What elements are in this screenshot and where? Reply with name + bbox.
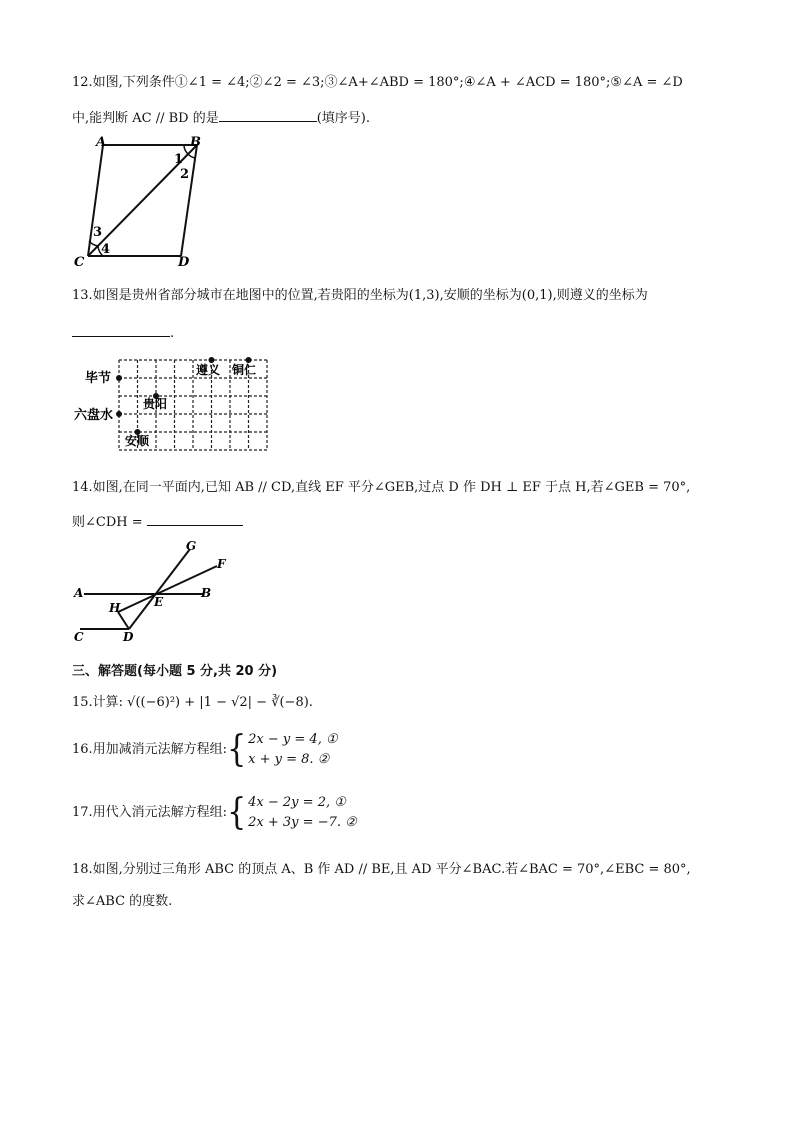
q12-label-C: C [74, 255, 85, 270]
q13-line1: 13.如图是贵州省部分城市在地图中的位置,若贵阳的坐标为(1,3),安顺的坐标为(0,1),则遵义的坐标为 [72, 288, 648, 303]
q13-line2-post: . [170, 326, 175, 341]
map-label-zunyi: 遵义 [196, 363, 221, 377]
q12-line1: 12.如图,下列条件①∠1 = ∠4;②∠2 = ∠3;③∠A+∠ABD = 180°;④∠A + ∠ACD = 180°;⑤∠A = ∠D [72, 75, 683, 90]
q14-label-D: D [123, 630, 134, 644]
q12-angle-2: 2 [180, 167, 190, 182]
q16-system [248, 730, 337, 770]
q17-eq1: 4x − 2y = 2, ① [248, 795, 346, 810]
q12-label-D: D [178, 255, 190, 270]
q13-map [72, 348, 272, 458]
q12-line2-pre: 中,能判断 AC // BD 的是 [72, 111, 219, 126]
q17-brace: { [227, 791, 247, 834]
q12-angle-4: 4 [101, 242, 111, 257]
q16-prefix: 16.用加减消元法解方程组: [72, 742, 228, 757]
q14-label-E: E [154, 595, 164, 609]
q16 [72, 730, 338, 770]
q14-line1: 14.如图,在同一平面内,已知 AB // CD,直线 EF 平分∠GEB,过点 D 作 DH ⊥ EF 于点 H,若∠GEB = 70°, [72, 480, 691, 495]
q12-label-A: A [96, 135, 107, 150]
q12-label-B: B [190, 135, 201, 150]
q12-line2-post: (填序号). [316, 111, 371, 126]
q13-answer-blank[interactable] [72, 322, 170, 337]
q15-text: 15.计算: √((−6)²) + |1 − √2| − ∛(−8). [72, 695, 313, 710]
q14-label-G: G [186, 539, 197, 553]
q12-angle-3: 3 [93, 225, 103, 240]
q13-line2 [72, 322, 174, 343]
q12-answer-blank[interactable] [219, 107, 317, 122]
q18-line2: 求∠ABC 的度数. [72, 894, 173, 909]
q14-label-A: A [74, 586, 84, 600]
q14-answer-blank[interactable] [147, 511, 243, 526]
q14-line2 [72, 511, 243, 532]
q14-line2-pre: 则∠CDH = [72, 515, 143, 530]
q16-eq2: x + y = 8. ② [248, 752, 330, 767]
section-3-title: 三、解答题(每小题 5 分,共 20 分) [72, 664, 278, 679]
map-label-bijie: 毕节 [85, 371, 112, 386]
q17-eq2: 2x + 3y = −7. ② [248, 815, 357, 830]
q12-angle-1: 1 [174, 152, 184, 167]
q14-label-F: F [217, 557, 226, 571]
q14-label-C: C [74, 630, 84, 644]
q14-figure [72, 538, 232, 646]
q17-prefix: 17.用代入消元法解方程组: [72, 805, 228, 820]
map-label-tongren: 铜仁 [232, 363, 257, 377]
q12-line2 [72, 107, 370, 128]
q16-eq1: 2x − y = 4, ① [248, 732, 338, 747]
q17 [72, 793, 357, 833]
map-label-guiyang: 贵阳 [143, 397, 168, 411]
q14-label-H: H [109, 601, 121, 615]
q16-brace: { [227, 728, 247, 771]
q14-label-B: B [201, 586, 212, 600]
q12-figure [72, 132, 212, 272]
q18-line1: 18.如图,分别过三角形 ABC 的顶点 A、B 作 AD // BE,且 AD 平分∠BAC.若∠BAC = 70°,∠EBC = 80°, [72, 862, 691, 877]
q17-system [248, 793, 357, 833]
map-label-liupanshui: 六盘水 [74, 408, 114, 423]
map-label-anshun: 安顺 [125, 434, 150, 448]
